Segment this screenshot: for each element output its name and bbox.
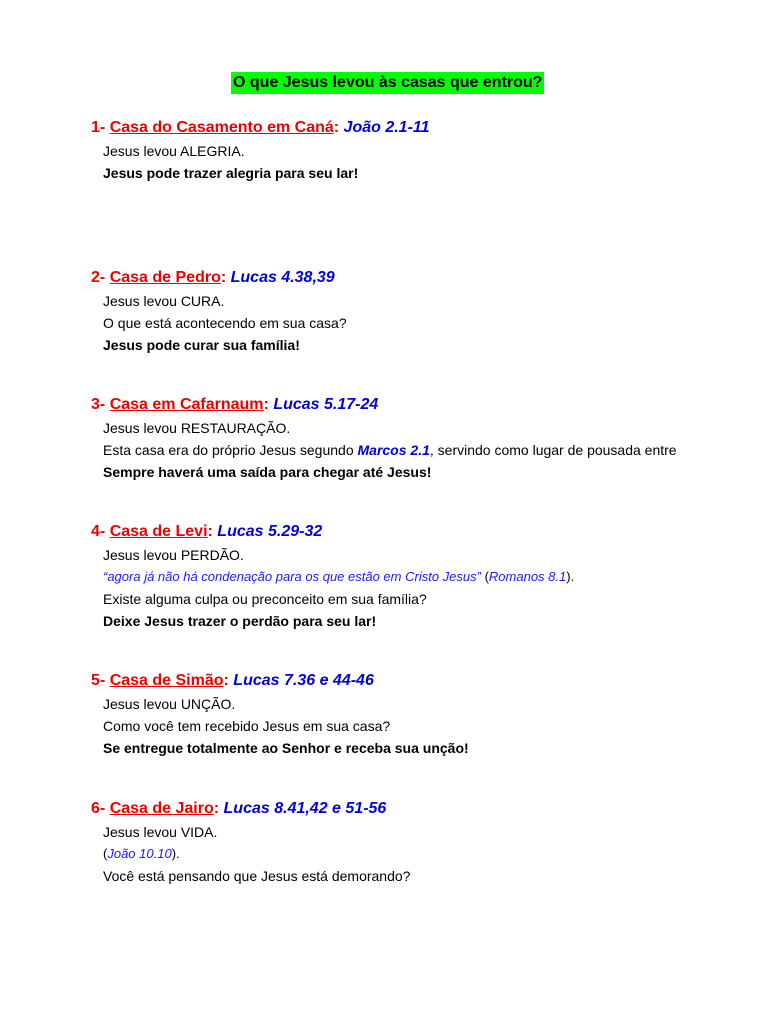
- text-fragment: , servindo como lugar de pousada entre: [429, 442, 677, 458]
- section-heading: [91, 118, 761, 138]
- text-line: Você está pensando que Jesus está demorando?: [103, 868, 411, 884]
- bible-reference: Lucas 7.36 e 44-46: [233, 672, 374, 689]
- bible-reference: Lucas 4.38,39: [230, 269, 335, 286]
- text-line-bold: Jesus pode trazer alegria para seu lar!: [103, 165, 359, 181]
- text-line-bold: Jesus pode curar sua família!: [103, 337, 300, 353]
- section-6: [91, 799, 761, 887]
- bible-reference: João 10.10: [107, 846, 172, 861]
- text-line: Jesus levou VIDA.: [103, 824, 218, 840]
- colon: :: [223, 672, 229, 689]
- page-title: O que Jesus levou às casas que entrou?: [231, 72, 544, 94]
- bible-reference: Romanos 8.1: [488, 569, 567, 584]
- house-name: Casa do Casamento em Caná: [109, 119, 334, 136]
- quote-line: “agora já não há condenação para os que estão em Cristo Jesus” (Romanos 8.1).: [103, 569, 575, 584]
- text-line: Jesus levou ALEGRIA.: [103, 143, 245, 159]
- house-name: Casa de Simão: [109, 672, 224, 689]
- house-name: Casa de Levi: [109, 523, 208, 540]
- text-line: Jesus levou RESTAURAÇÃO.: [103, 420, 291, 436]
- text-line: Jesus levou PERDÃO.: [103, 547, 244, 563]
- section-heading: [91, 522, 761, 542]
- section-5: [91, 671, 761, 759]
- text-line: Existe alguma culpa ou preconceito em sua família?: [103, 591, 427, 607]
- colon: :: [213, 800, 220, 817]
- bible-reference: Lucas 5.17-24: [273, 396, 379, 413]
- section-3: [91, 395, 761, 483]
- bible-reference: Lucas 5.29-32: [217, 523, 323, 540]
- section-number: 5-: [91, 672, 106, 689]
- bible-reference: Marcos 2.1: [357, 442, 430, 458]
- section-number: 2-: [91, 269, 106, 286]
- text-line: Jesus levou UNÇÃO.: [103, 696, 236, 712]
- section-1: [91, 118, 761, 184]
- house-name: Casa em Cafarnaum: [109, 396, 264, 413]
- text-line: Jesus levou CURA.: [103, 293, 225, 309]
- text-line: [91, 439, 761, 461]
- section-number: 1-: [91, 119, 106, 136]
- colon: :: [263, 396, 269, 413]
- section-heading: [91, 671, 761, 691]
- section-heading: [91, 268, 761, 288]
- reference-line: (João 10.10).: [103, 846, 180, 861]
- section-number: 4-: [91, 523, 106, 540]
- section-4: [91, 522, 761, 632]
- house-name: Casa de Pedro: [109, 269, 221, 286]
- bible-reference: João 2.1-11: [343, 119, 430, 136]
- section-number: 6-: [91, 800, 106, 817]
- colon: :: [333, 119, 340, 136]
- bible-quote: “agora já não há condenação para os que estão em Cristo Jesus”: [103, 569, 481, 584]
- section-heading: [91, 799, 761, 819]
- text-line-bold: Se entregue totalmente ao Senhor e receba sua unção!: [103, 740, 469, 756]
- text-line: O que está acontecendo em sua casa?: [103, 315, 347, 331]
- section-2: [91, 268, 761, 356]
- text-fragment: Esta casa era do próprio Jesus segundo: [103, 442, 354, 458]
- section-heading: [91, 395, 761, 415]
- text-line: Como você tem recebido Jesus em sua casa?: [103, 718, 391, 734]
- house-name: Casa de Jairo: [109, 800, 214, 817]
- colon: :: [220, 269, 227, 286]
- text-line-bold: Deixe Jesus trazer o perdão para seu lar!: [103, 613, 377, 629]
- section-number: 3-: [91, 396, 106, 413]
- text-line-bold: Sempre haverá uma saída para chegar até Jesus!: [103, 464, 432, 480]
- colon: :: [207, 523, 213, 540]
- bible-reference: Lucas 8.41,42 e 51-56: [223, 800, 387, 817]
